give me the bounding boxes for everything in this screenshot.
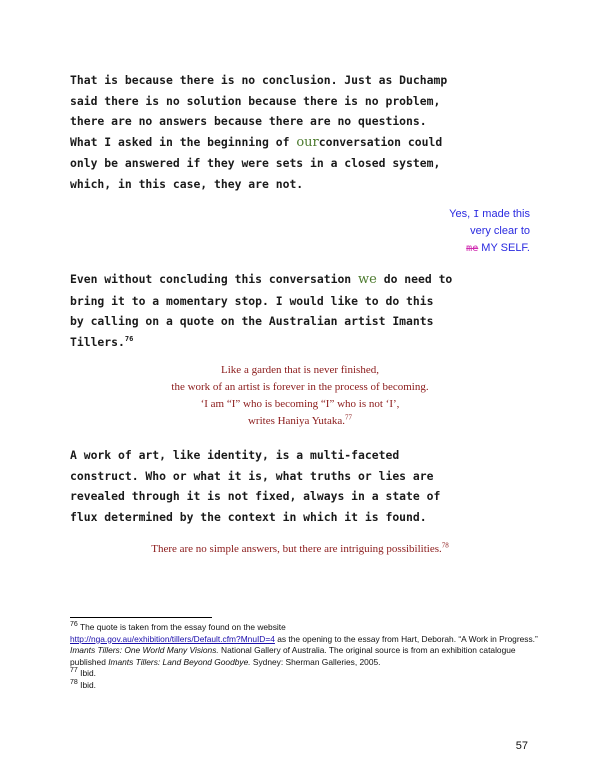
footnote-76-text: The quote is taken from the essay found on the website — [77, 622, 286, 632]
paragraph-1-line-end: conversation could — [318, 134, 443, 149]
quote-attribution: writes Haniya Yutaka. — [247, 415, 346, 427]
quote-block-2 — [0, 541, 600, 558]
paragraph-2-line-end: do need to — [376, 272, 453, 286]
footnote-ref-78[interactable]: 78 — [441, 541, 449, 550]
paragraph-3-line: revealed through it is not fixed, always in a state of — [70, 489, 441, 503]
footnote-76-title: Imants Tillers: Land Beyond Goodbye. — [108, 656, 251, 667]
inserted-word-we: we — [358, 272, 377, 287]
paragraph-1-line: said there is no solution because there is no problem, — [70, 93, 441, 108]
footnote-78-number: 78 — [70, 678, 78, 686]
paragraph-2-line — [70, 269, 540, 291]
paragraph-1-line-start: What I asked in the beginning of — [70, 134, 297, 149]
paragraph-1-line: only be answered if they were sets in a closed system, — [70, 156, 441, 170]
footnote-76-text: National Gallery of Australia. The original source is from an exhibition catalogue published — [70, 645, 516, 667]
paragraph-3-line: flux determined by the context in which it is found. — [70, 509, 427, 524]
quote-text: There are no simple answers, but there are intriguing possibilities. — [151, 543, 442, 555]
paragraph-1-line — [70, 132, 540, 154]
footnote-78-text: Ibid. — [77, 679, 96, 690]
quote-line: the work of an artist is forever in the process of becoming. — [171, 381, 429, 393]
paragraph-2-line-start: Even without concluding this conversation — [70, 272, 359, 286]
paragraph-1-line: there are no answers because there are no questions. — [70, 114, 427, 128]
annotation-i: I — [473, 209, 480, 220]
paragraph-3-line: construct. Who or what it is, what truths or lies are — [70, 468, 434, 483]
annotation-yes: Yes, — [449, 208, 471, 220]
paragraph-3 — [70, 445, 540, 527]
page-number: 57 — [515, 740, 528, 752]
footnote-76-link[interactable]: http://nga.gov.au/exhibition/tillers/Default.cfm?MnuID=4 — [70, 633, 275, 644]
paragraph-2-line — [70, 332, 540, 353]
footnote-77-number: 77 — [70, 667, 78, 675]
paragraph-2 — [70, 269, 540, 352]
quote-line: Like a garden that is never finished, — [221, 364, 379, 376]
footnote-77-text: Ibid. — [77, 668, 96, 678]
paragraph-1-line: That is because there is no conclusion. Just as Duchamp — [70, 73, 448, 87]
annotation-line-1 — [380, 206, 530, 223]
footnote-78 — [70, 680, 540, 692]
footnote-77 — [70, 668, 540, 680]
footnote-ref-77[interactable]: 77 — [345, 413, 353, 422]
footnote-76 — [70, 622, 540, 668]
struck-word: me — [466, 243, 479, 254]
annotation-my-self: MY SELF. — [481, 242, 530, 254]
paragraph-2-line-text: Tillers. — [70, 334, 125, 349]
paragraph-1 — [70, 70, 540, 194]
footnote-76-number: 76 — [70, 621, 78, 629]
footnote-ref-76[interactable]: 76 — [124, 334, 134, 343]
footnotes — [70, 622, 540, 691]
paragraph-1-line: which, in this case, they are not. — [70, 176, 304, 191]
quote-block-1 — [0, 362, 600, 430]
annotation-made-this: made this — [482, 208, 530, 220]
quote-line — [0, 413, 600, 430]
footnote-76-text: as the opening to the essay from Hart, Deborah. “A Work in Progress.” — [274, 633, 538, 644]
quote-line: ‘I am “I” who is becoming “I” who is not ‘I’, — [200, 398, 400, 410]
annotation-line-3 — [380, 240, 530, 257]
paragraph-3-line: A work of art, like identity, is a multi-faceted — [70, 448, 400, 462]
margin-annotation — [380, 206, 530, 257]
footnote-76-title: Imants Tillers: One World Many Visions. — [70, 645, 219, 655]
footnote-76-text: Sydney: Sherman Galleries, 2005. — [250, 656, 381, 667]
paragraph-2-line: by calling on a quote on the Australian artist Imants — [70, 314, 434, 328]
paragraph-2-line: bring it to a momentary stop. I would like to do this — [70, 293, 434, 308]
footnote-divider — [70, 617, 212, 618]
inserted-word-our: our — [296, 134, 319, 150]
annotation-line-2: very clear to — [470, 225, 530, 237]
